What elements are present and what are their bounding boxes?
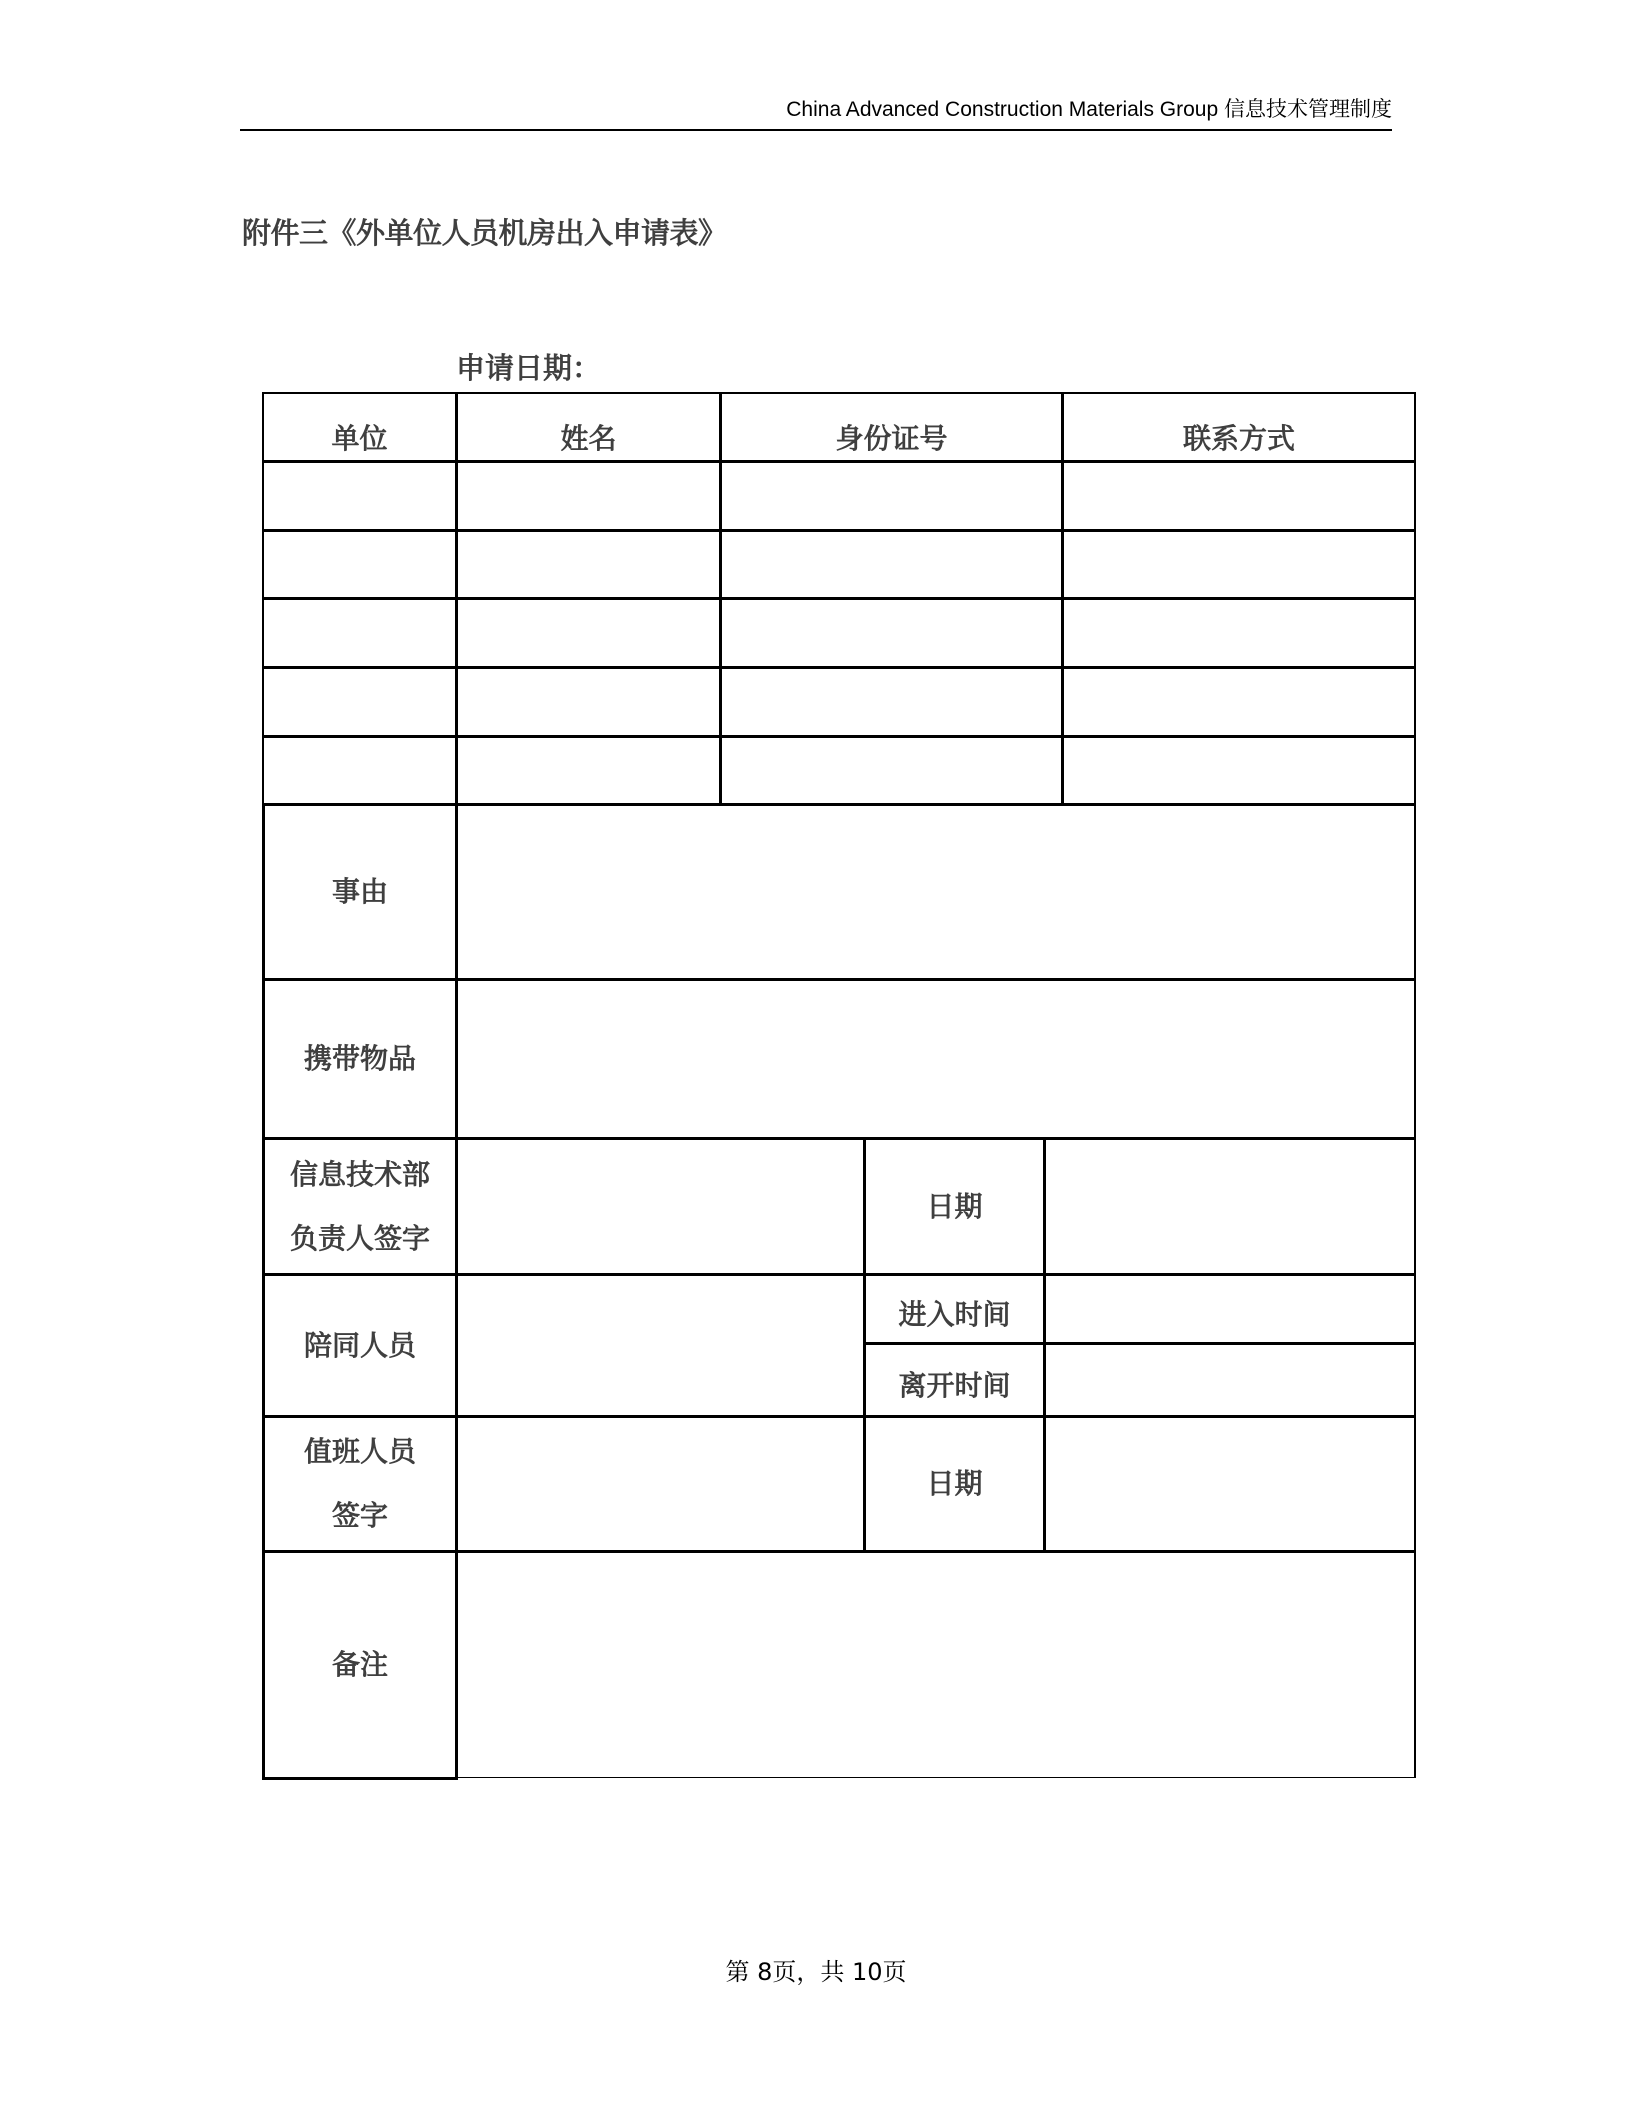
contact-cell[interactable] bbox=[1064, 463, 1414, 529]
remarks-label-cell: 备注 bbox=[331, 1648, 388, 1681]
unit-cell[interactable] bbox=[264, 600, 455, 666]
name-cell[interactable] bbox=[458, 738, 719, 803]
column-header-name: 姓名 bbox=[560, 421, 617, 455]
enter-time-label-cell: 进入时间 bbox=[898, 1298, 1011, 1331]
id-number-cell[interactable] bbox=[722, 532, 1061, 597]
table-border-bottom bbox=[456, 1777, 1416, 1778]
page-title: 附件三《外单位人员机房出入申请表》 bbox=[242, 216, 727, 250]
carried-items-field[interactable] bbox=[458, 981, 1414, 1137]
it-head-signature-label-cell: 信息技术部 负责人签字 bbox=[289, 1157, 430, 1255]
remarks-field[interactable] bbox=[458, 1553, 1414, 1777]
it-date-label-cell: 日期 bbox=[926, 1189, 983, 1223]
id-number-cell[interactable] bbox=[722, 600, 1061, 666]
it-head-signature-field[interactable] bbox=[458, 1140, 863, 1273]
column-header-id-number: 身份证号 bbox=[835, 421, 948, 455]
unit-cell[interactable] bbox=[264, 463, 455, 529]
id-number-cell[interactable] bbox=[722, 738, 1061, 803]
name-cell[interactable] bbox=[458, 463, 719, 529]
duty-date-field[interactable] bbox=[1046, 1418, 1414, 1550]
contact-cell[interactable] bbox=[1064, 532, 1414, 597]
table-border-right bbox=[1414, 392, 1416, 805]
page-indicator: 第 8页，共 10页 bbox=[725, 1958, 907, 1986]
it-date-field[interactable] bbox=[1046, 1140, 1414, 1273]
table-border-right bbox=[1414, 803, 1416, 1778]
running-header: China Advanced Construction Materials Group 信息技术管理制度 bbox=[786, 98, 1392, 121]
duty-signature-label-cell: 值班人员 签字 bbox=[303, 1435, 416, 1532]
name-cell[interactable] bbox=[458, 600, 719, 666]
reason-label-cell: 事由 bbox=[331, 875, 388, 908]
contact-cell[interactable] bbox=[1064, 600, 1414, 666]
header-rule bbox=[240, 129, 1392, 131]
carried-items-label-cell: 携带物品 bbox=[303, 1042, 416, 1075]
name-cell[interactable] bbox=[458, 669, 719, 735]
leave-time-label-cell: 离开时间 bbox=[898, 1369, 1011, 1402]
contact-cell[interactable] bbox=[1064, 738, 1414, 803]
contact-cell[interactable] bbox=[1064, 669, 1414, 735]
leave-time-field[interactable] bbox=[1046, 1345, 1414, 1415]
unit-cell[interactable] bbox=[264, 532, 455, 597]
reason-field[interactable] bbox=[458, 806, 1414, 978]
name-cell[interactable] bbox=[458, 532, 719, 597]
id-number-cell[interactable] bbox=[722, 669, 1061, 735]
escort-field[interactable] bbox=[458, 1276, 863, 1415]
table-rule bbox=[263, 1777, 457, 1780]
id-number-cell[interactable] bbox=[722, 463, 1061, 529]
column-header-contact: 联系方式 bbox=[1182, 421, 1295, 455]
unit-cell[interactable] bbox=[264, 738, 455, 803]
application-date-label: 申请日期： bbox=[456, 351, 602, 385]
enter-time-field[interactable] bbox=[1046, 1276, 1414, 1342]
unit-cell[interactable] bbox=[264, 669, 455, 735]
escort-label-cell: 陪同人员 bbox=[303, 1328, 416, 1362]
duty-date-label-cell: 日期 bbox=[926, 1467, 983, 1500]
column-header-unit: 单位 bbox=[331, 421, 388, 455]
duty-signature-field[interactable] bbox=[458, 1418, 863, 1550]
